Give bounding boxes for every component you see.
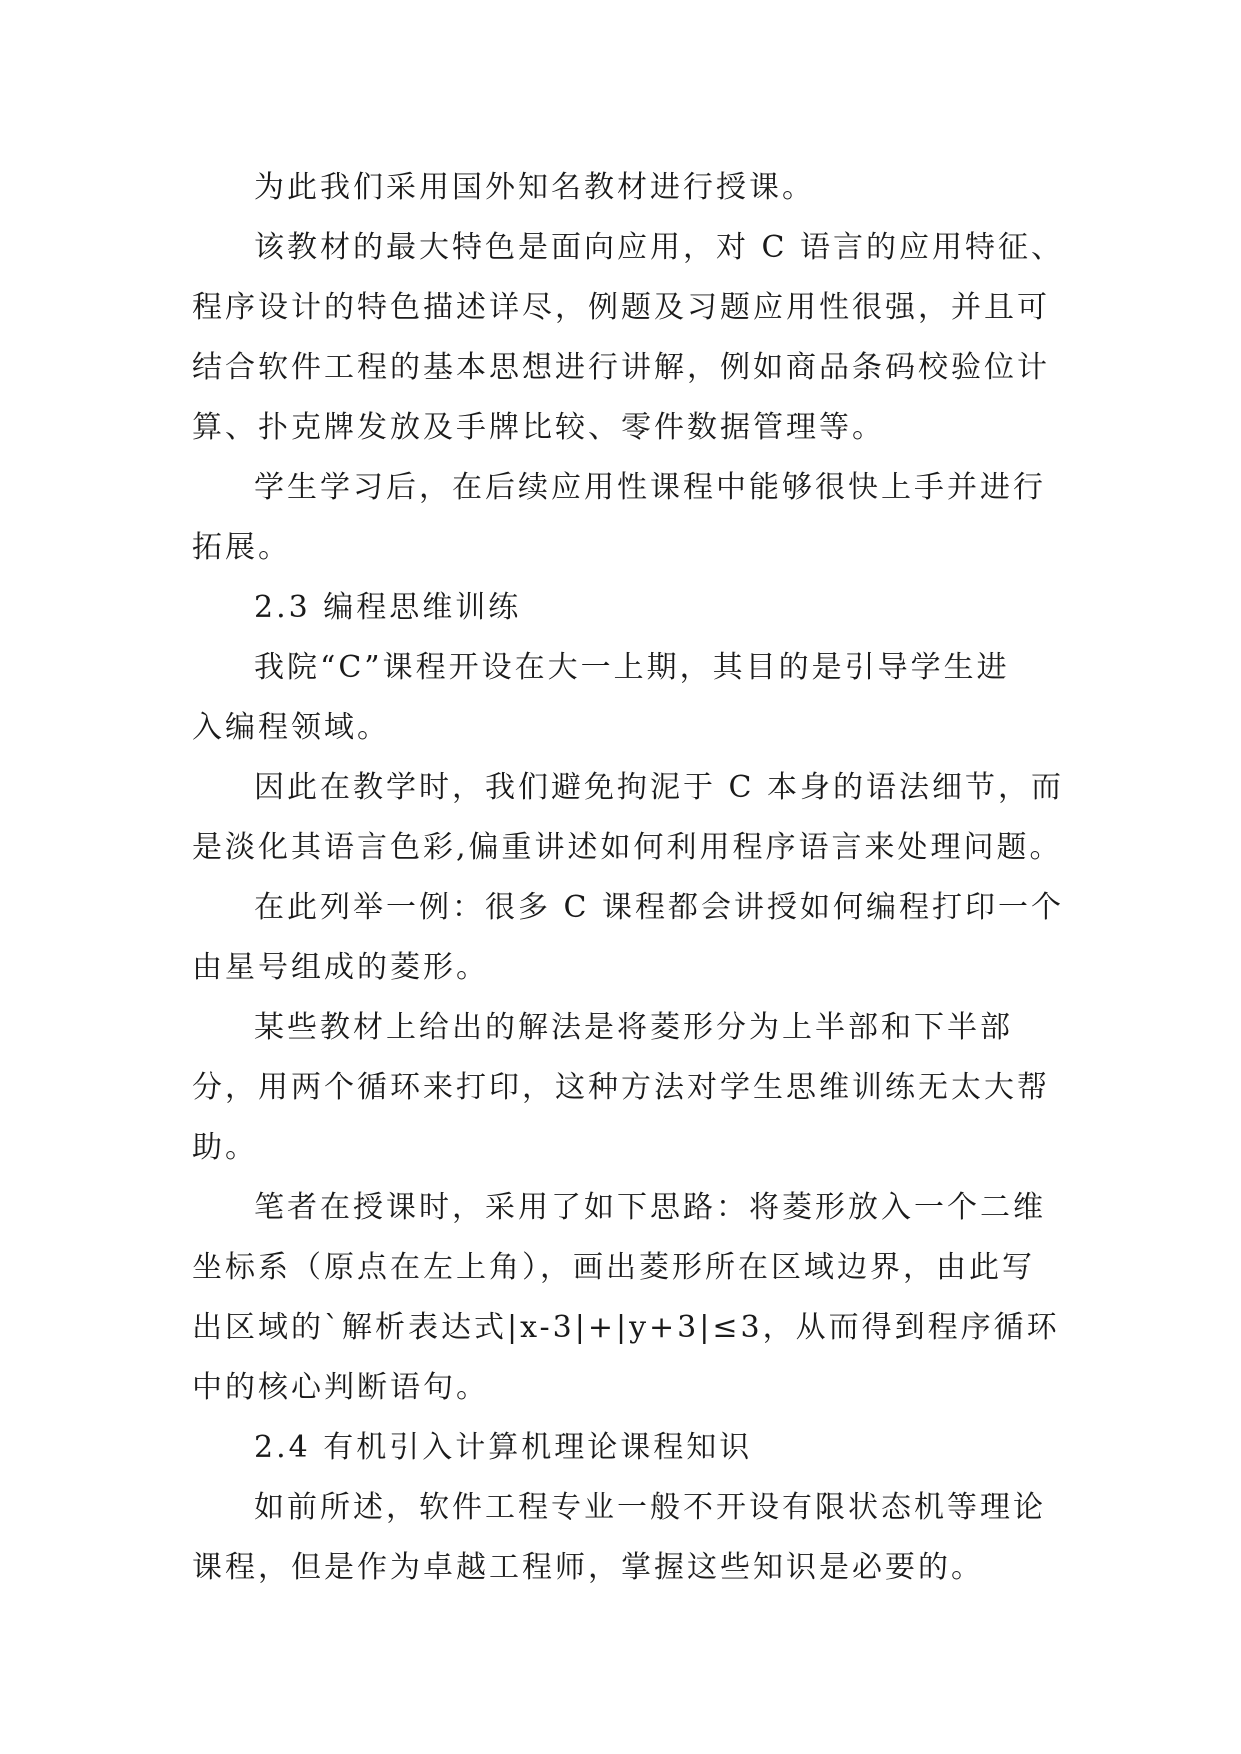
paragraph-line: 程序设计的特色描述详尽，例题及习题应用性很强，并且可 bbox=[192, 290, 1050, 325]
paragraph-line: 某些教材上给出的解法是将菱形分为上半部和下半部 bbox=[254, 1010, 1013, 1045]
paragraph-line: 助。 bbox=[192, 1130, 258, 1165]
paragraph-line: 出区域的`解析表达式|x-3|+|y+3|≤3，从而得到程序循环 bbox=[192, 1310, 1060, 1345]
paragraph-line: 学生学习后，在后续应用性课程中能够很快上手并进行 bbox=[254, 470, 1046, 505]
paragraph-line: 为此我们采用国外知名教材进行授课。 bbox=[254, 170, 815, 205]
section-heading: 2.3 编程思维训练 bbox=[254, 590, 522, 625]
paragraph-line: 该教材的最大特色是面向应用，对 C 语言的应用特征、 bbox=[254, 230, 1065, 265]
paragraph-line: 结合软件工程的基本思想进行讲解，例如商品条码校验位计 bbox=[192, 350, 1050, 385]
paragraph-line: 由星号组成的菱形。 bbox=[192, 950, 489, 985]
paragraph-line: 算、扑克牌发放及手牌比较、零件数据管理等。 bbox=[192, 410, 885, 445]
paragraph-line: 因此在教学时，我们避免拘泥于 C 本身的语法细节，而 bbox=[254, 770, 1065, 805]
paragraph-line: 入编程领域。 bbox=[192, 710, 390, 745]
paragraph-line: 笔者在授课时，采用了如下思路：将菱形放入一个二维 bbox=[254, 1190, 1046, 1225]
paragraph-line: 在此列举一例：很多 C 课程都会讲授如何编程打印一个 bbox=[254, 890, 1065, 925]
paragraph-line: 是淡化其语言色彩,偏重讲述如何利用程序语言来处理问题。 bbox=[192, 830, 1063, 865]
paragraph-line: 课程，但是作为卓越工程师，掌握这些知识是必要的。 bbox=[192, 1550, 984, 1585]
paragraph-line: 坐标系（原点在左上角），画出菱形所在区域边界，由此写 bbox=[192, 1250, 1035, 1285]
paragraph-line: 中的核心判断语句。 bbox=[192, 1370, 489, 1405]
paragraph-line: 我院“C”课程开设在大一上期，其目的是引导学生进 bbox=[254, 650, 1010, 685]
section-heading: 2.4 有机引入计算机理论课程知识 bbox=[254, 1430, 753, 1465]
body-text bbox=[192, 158, 1072, 1598]
paragraph-line: 如前所述，软件工程专业一般不开设有限状态机等理论 bbox=[254, 1490, 1046, 1525]
paragraph-line: 分，用两个循环来打印，这种方法对学生思维训练无太大帮 bbox=[192, 1070, 1050, 1105]
paragraph-line: 拓展。 bbox=[192, 530, 291, 565]
